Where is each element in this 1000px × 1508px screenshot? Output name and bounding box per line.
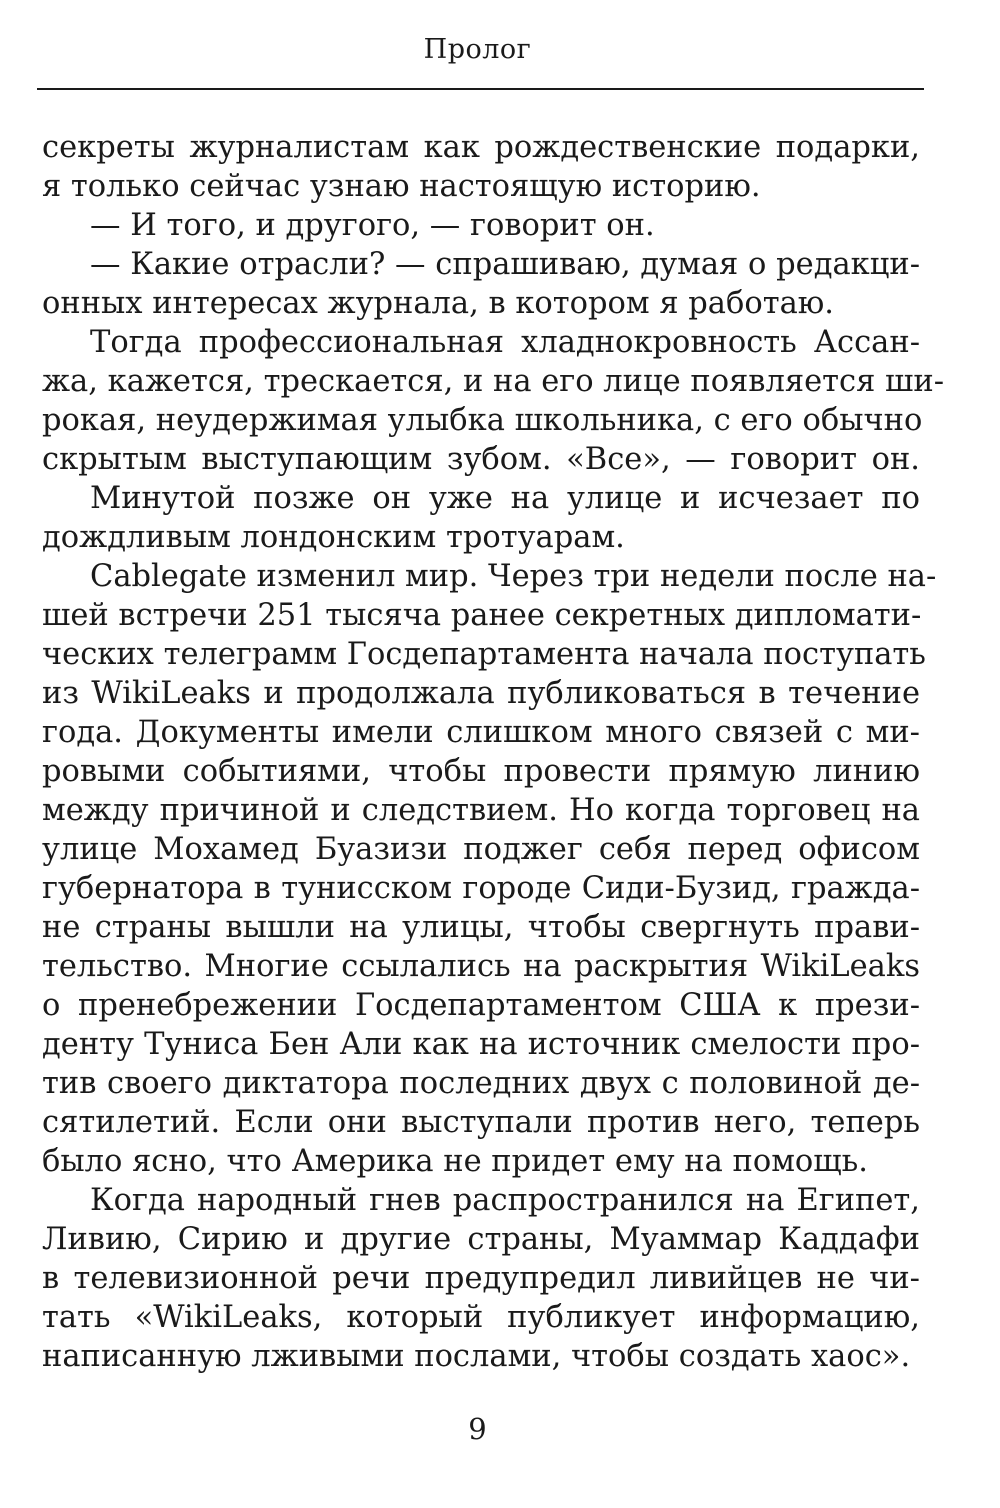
text-line: года. Документы имели слишком много связей с ми- — [42, 715, 920, 750]
running-head-title: Пролог — [423, 34, 532, 65]
text-line: ровыми событиями, чтобы провести прямую линию — [42, 754, 920, 789]
body-text — [42, 128, 945, 1376]
page-number: 9 — [468, 1412, 487, 1446]
text-line: тив своего диктатора последних двух с половиной де- — [42, 1066, 920, 1101]
text-line: дождливым лондонским тротуарам. — [42, 520, 625, 555]
text-line: скрытым выступающим зубом. «Все», — говорит он. — [42, 442, 920, 477]
text-line: денту Туниса Бен Али как на источник смелости про- — [42, 1027, 920, 1062]
text-line: — И того, и другого, — говорит он. — [90, 208, 655, 243]
text-line: рокая, неудержимая улыбка школьника, с его обычно — [42, 403, 923, 438]
text-line: о пренебрежении Госдепартаментом США к прези- — [42, 988, 920, 1023]
text-line: я только сейчас узнаю настоящую историю. — [42, 169, 761, 204]
text-line: секреты журналистам как рождественские подарки, — [42, 130, 920, 165]
text-line: шей встречи 251 тысяча ранее секретных дипломати- — [42, 598, 922, 633]
text-line: улице Мохамед Буазизи поджег себя перед офисом — [42, 832, 920, 867]
text-line: онных интересах журнала, в котором я работаю. — [42, 286, 835, 321]
text-line: Тогда профессиональная хладнокровность Ассан- — [90, 325, 920, 360]
text-line: губернатора в тунисском городе Сиди-Бузид, гражда- — [42, 871, 920, 906]
text-line: Cablegate изменил мир. Через три недели после на- — [90, 559, 937, 594]
text-line: не страны вышли на улицы, чтобы свергнуть прави- — [42, 910, 920, 945]
text-line: Когда народный гнев распространился на Египет, — [90, 1183, 920, 1218]
text-line: было ясно, что Америка не придет ему на помощь. — [42, 1144, 868, 1179]
text-line: Ливию, Сирию и другие страны, Муаммар Каддафи — [42, 1222, 920, 1257]
text-line: ческих телеграмм Госдепартамента начала поступать — [42, 637, 926, 672]
text-line: жа, кажется, трескается, и на его лице появляется ши- — [42, 364, 945, 399]
text-line: написанную лживыми послами, чтобы создать хаос». — [42, 1339, 911, 1374]
text-line: тельство. Многие ссылались на раскрытия WikiLeaks — [42, 949, 920, 984]
header-divider — [37, 88, 924, 90]
text-line: из WikiLeaks и продолжала публиковаться в течение — [42, 676, 920, 711]
text-line: между причиной и следствием. Но когда торговец на — [42, 793, 920, 828]
text-line: сятилетий. Если они выступали против него, теперь — [42, 1105, 920, 1140]
text-line: — Какие отрасли? — спрашиваю, думая о редакци- — [90, 247, 920, 282]
text-line: тать «WikiLeaks, который публикует информацию, — [42, 1300, 920, 1335]
text-line: в телевизионной речи предупредил ливийцев не чи- — [42, 1261, 920, 1296]
text-line: Минутой позже он уже на улице и исчезает по — [90, 481, 920, 516]
